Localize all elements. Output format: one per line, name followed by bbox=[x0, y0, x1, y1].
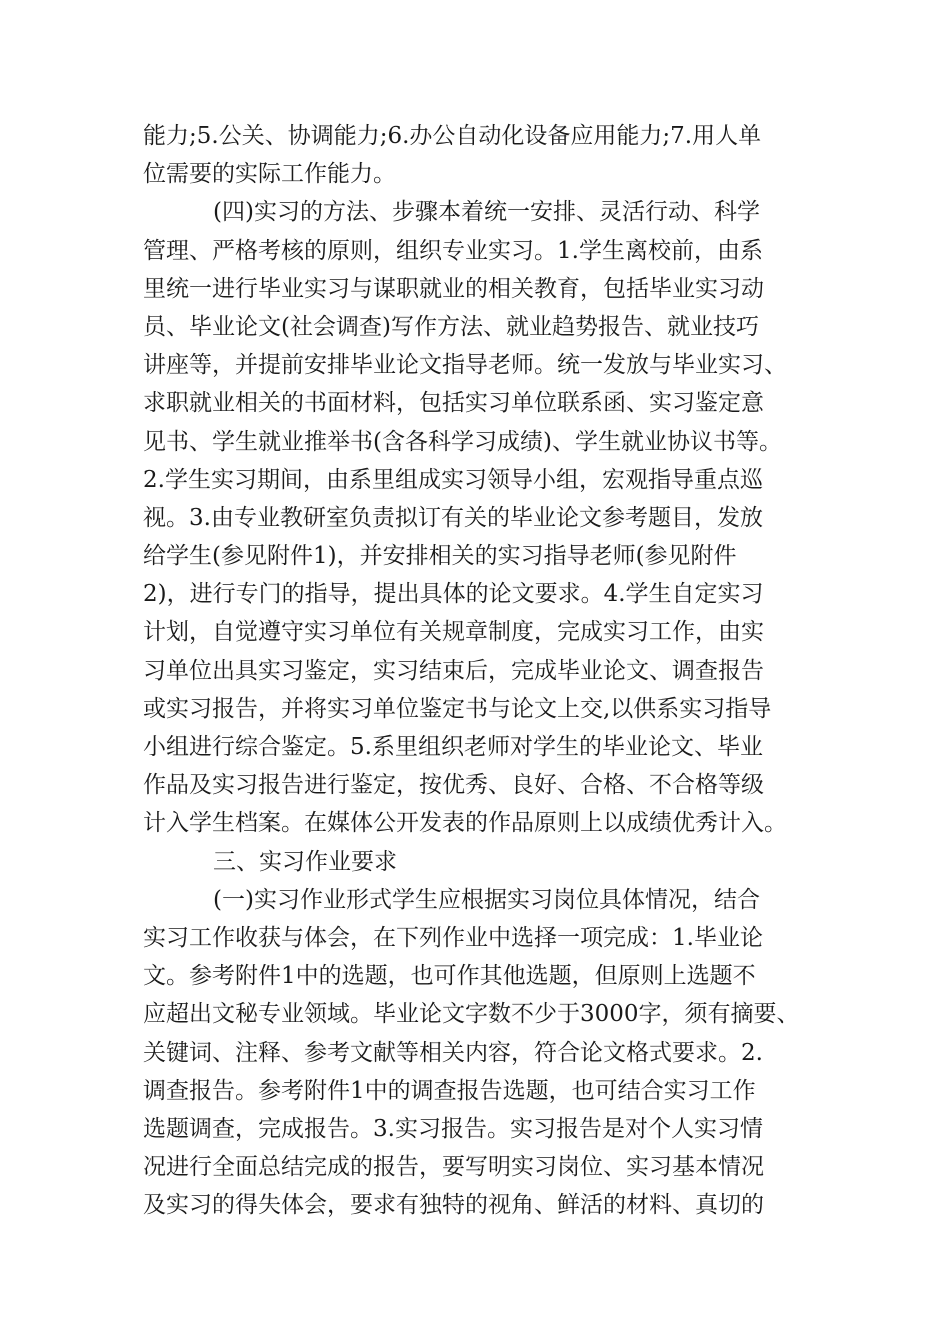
text-line: 视。3.由专业教研室负责拟订有关的毕业论文参考题目，发放 bbox=[143, 504, 763, 531]
text-line: 给学生(参见附件1)，并安排相关的实习指导老师(参见附件 bbox=[143, 543, 737, 570]
text-line: (四)实习的方法、步骤本着统一安排、灵活行动、科学 bbox=[213, 199, 760, 226]
text-line: 习单位出具实习鉴定，实习结束后，完成毕业论文、调查报告 bbox=[143, 657, 764, 684]
text-line: 2.学生实习期间，由系里组成实习领导小组，宏观指导重点巡 bbox=[143, 466, 763, 493]
text-line: (一)实习作业形式学生应根据实习岗位具体情况，结合 bbox=[213, 886, 760, 913]
text-line: 里统一进行毕业实习与谋职就业的相关教育，包括毕业实习动 bbox=[143, 275, 764, 302]
text-line: 员、毕业论文(社会调查)写作方法、就业趋势报告、就业技巧 bbox=[143, 313, 759, 340]
text-line: 讲座等，并提前安排毕业论文指导老师。统一发放与毕业实习、 bbox=[143, 352, 787, 379]
text-line: 计划，自觉遵守实习单位有关规章制度，完成实习工作，由实 bbox=[143, 619, 764, 646]
section-heading: 三、实习作业要求 bbox=[213, 848, 397, 875]
text-line: 应超出文秘专业领域。毕业论文字数不少于3000字，须有摘要、 bbox=[143, 1001, 800, 1028]
text-line: 及实习的得失体会，要求有独特的视角、鲜活的材料、真切的 bbox=[143, 1192, 764, 1219]
text-line: 2)，进行专门的指导，提出具体的论文要求。4.学生自定实习 bbox=[143, 581, 764, 608]
text-line: 位需要的实际工作能力。 bbox=[143, 161, 396, 188]
text-line: 管理、严格考核的原则，组织专业实习。1.学生离校前，由系 bbox=[143, 237, 763, 264]
text-line: 调查报告。参考附件1中的调查报告选题，也可结合实习工作 bbox=[143, 1077, 756, 1104]
text-line: 小组进行综合鉴定。5.系里组织老师对学生的毕业论文、毕业 bbox=[143, 734, 763, 760]
text-line: 作品及实习报告进行鉴定，按优秀、良好、合格、不合格等级 bbox=[143, 772, 764, 799]
text-line: 关键词、注释、参考文献等相关内容，符合论文格式要求。2. bbox=[143, 1039, 763, 1066]
text-line: 或实习报告，并将实习单位鉴定书与论文上交,以供系实习指导 bbox=[143, 695, 772, 722]
text-line: 文。参考附件1中的选题，也可作其他选题，但原则上选题不 bbox=[143, 963, 756, 990]
text-line: 见书、学生就业推举书(含各科学习成绩)、学生就业协议书等。 bbox=[143, 428, 782, 455]
text-line: 况进行全面总结完成的报告，要写明实习岗位、实习基本情况 bbox=[143, 1154, 764, 1181]
text-line: 实习工作收获与体会，在下列作业中选择一项完成：1.毕业论 bbox=[143, 924, 763, 951]
text-line: 计入学生档案。在媒体公开发表的作品原则上以成绩优秀计入。 bbox=[143, 810, 787, 837]
text-line: 选题调查，完成报告。3.实习报告。实习报告是对个人实习情 bbox=[143, 1115, 763, 1142]
text-line: 求职就业相关的书面材料，包括实习单位联系函、实习鉴定意 bbox=[143, 390, 764, 417]
text-line: 能力;5.公关、协调能力;6.办公自动化设备应用能力;7.用人单 bbox=[143, 123, 762, 149]
body-text bbox=[143, 117, 823, 1224]
